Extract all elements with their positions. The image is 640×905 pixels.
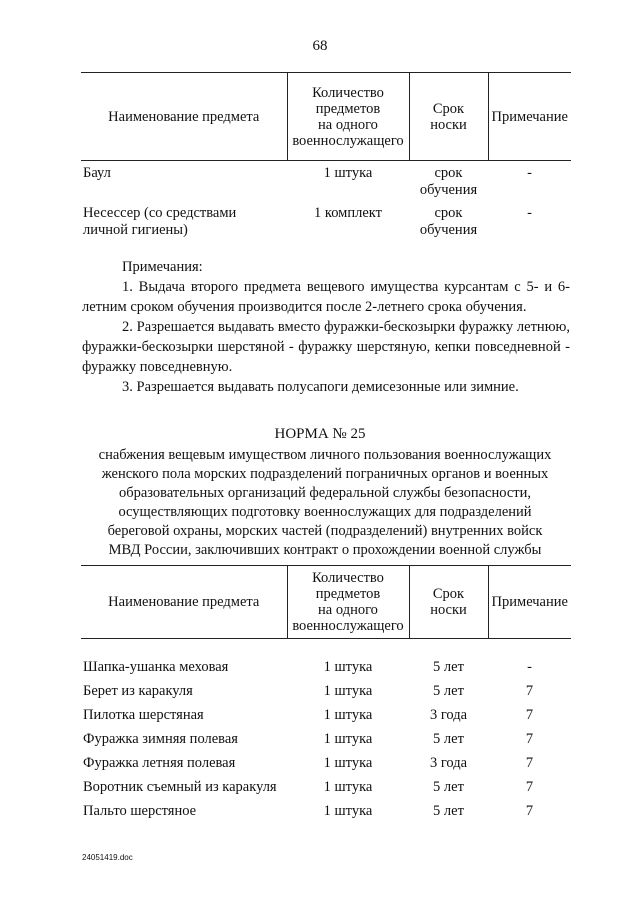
item-name: Фуражка летняя полевая [83, 755, 236, 771]
item-wear-term: срок обучения [419, 205, 478, 238]
item-quantity: 1 штука [323, 659, 373, 675]
items-table-1 [81, 72, 571, 245]
item-wear-term: 5 лет [433, 659, 464, 675]
item-quantity: 1 штука [323, 755, 373, 771]
item-name: Пальто шерстяное [83, 803, 197, 819]
table-row [81, 779, 571, 803]
item-note: 7 [525, 707, 534, 723]
items-table-2 [81, 565, 571, 827]
item-note: - [527, 659, 532, 675]
item-note: 7 [525, 731, 534, 747]
item-note: 7 [525, 755, 534, 771]
item-wear-term: 5 лет [433, 731, 464, 747]
header-wear-term: Срок носки [409, 73, 488, 161]
document-file-name: 24051419.doc [82, 853, 133, 862]
item-wear-term: 5 лет [433, 683, 464, 699]
item-wear-term: 3 года [429, 707, 468, 723]
item-quantity: 1 штука [323, 683, 373, 699]
table-row [81, 205, 571, 245]
item-quantity: 1 комплект [314, 205, 382, 221]
item-quantity: 1 штука [323, 803, 373, 819]
item-wear-term: 5 лет [433, 779, 464, 795]
item-note: - [527, 205, 532, 221]
item-quantity: 1 штука [323, 779, 373, 795]
item-name: Воротник съемный из каракуля [83, 779, 277, 795]
table-row [81, 731, 571, 755]
header-note: Примечание [491, 108, 568, 125]
table-row [81, 707, 571, 731]
item-name: Баул [83, 165, 111, 181]
item-name: Пилотка шерстяная [83, 707, 204, 723]
page-number: 68 [312, 38, 328, 54]
table-header-row [81, 566, 571, 639]
norm-subtitle: снабжения вещевым имуществом личного пользования военнослужащих женского пола морских подразделений пограничных органов и военных образовательных организаций федеральной службы безопасности, осуществляющих подготовку военнослужащих для подразделений береговой охраны, морских частей (подразделений) внутренних войск МВД России, заключивших контракт о прохождении военной службы [98, 447, 552, 558]
item-name: Шапка-ушанка меховая [83, 659, 229, 675]
header-item-name: Наименование предмета [108, 108, 260, 125]
header-wear-term: Срок носки [409, 566, 488, 639]
header-item-name: Наименование предмета [108, 594, 260, 610]
note-item: 3. Разрешается выдавать полусапоги демисезонные или зимние. [122, 379, 519, 395]
item-wear-term: срок обучения [419, 165, 478, 198]
table-row [81, 803, 571, 827]
item-note: 7 [525, 683, 534, 699]
item-wear-term: 5 лет [433, 803, 464, 819]
header-quantity: Количество предметов на одного военнослужащего [287, 566, 409, 639]
table-row [81, 683, 571, 707]
item-name: Берет из каракуля [83, 683, 193, 699]
header-note: Примечание [491, 594, 568, 610]
note-item: 1. Выдача второго предмета вещевого имущества курсантам с 5- и 6-летним сроком обучения производится после 2-летнего срока обучения. [82, 279, 570, 315]
item-name: Фуражка зимняя полевая [83, 731, 238, 747]
item-note: - [527, 165, 532, 181]
table-row [81, 639, 571, 684]
item-note: 7 [525, 803, 534, 819]
table-header-row [81, 73, 571, 161]
table-row [81, 161, 571, 206]
header-quantity: Количество предметов на одного военнослужащего [287, 73, 409, 161]
item-note: 7 [525, 779, 534, 795]
note-item: 2. Разрешается выдавать вместо фуражки-бескозырки фуражку летнюю, фуражки-бескозырки шерстяной - фуражку шерстяную, кепки повседневной - фуражку повседневную. [82, 319, 570, 375]
item-name: Несессер (со средствами личной гигиены) [83, 205, 237, 238]
item-quantity: 1 штука [323, 731, 373, 747]
table-row [81, 755, 571, 779]
item-quantity: 1 штука [323, 165, 373, 181]
item-wear-term: 3 года [429, 755, 468, 771]
norm-title: НОРМА № 25 [274, 426, 366, 442]
notes-title: Примечания: [122, 259, 203, 275]
notes-section [82, 257, 570, 397]
item-quantity: 1 штука [323, 707, 373, 723]
